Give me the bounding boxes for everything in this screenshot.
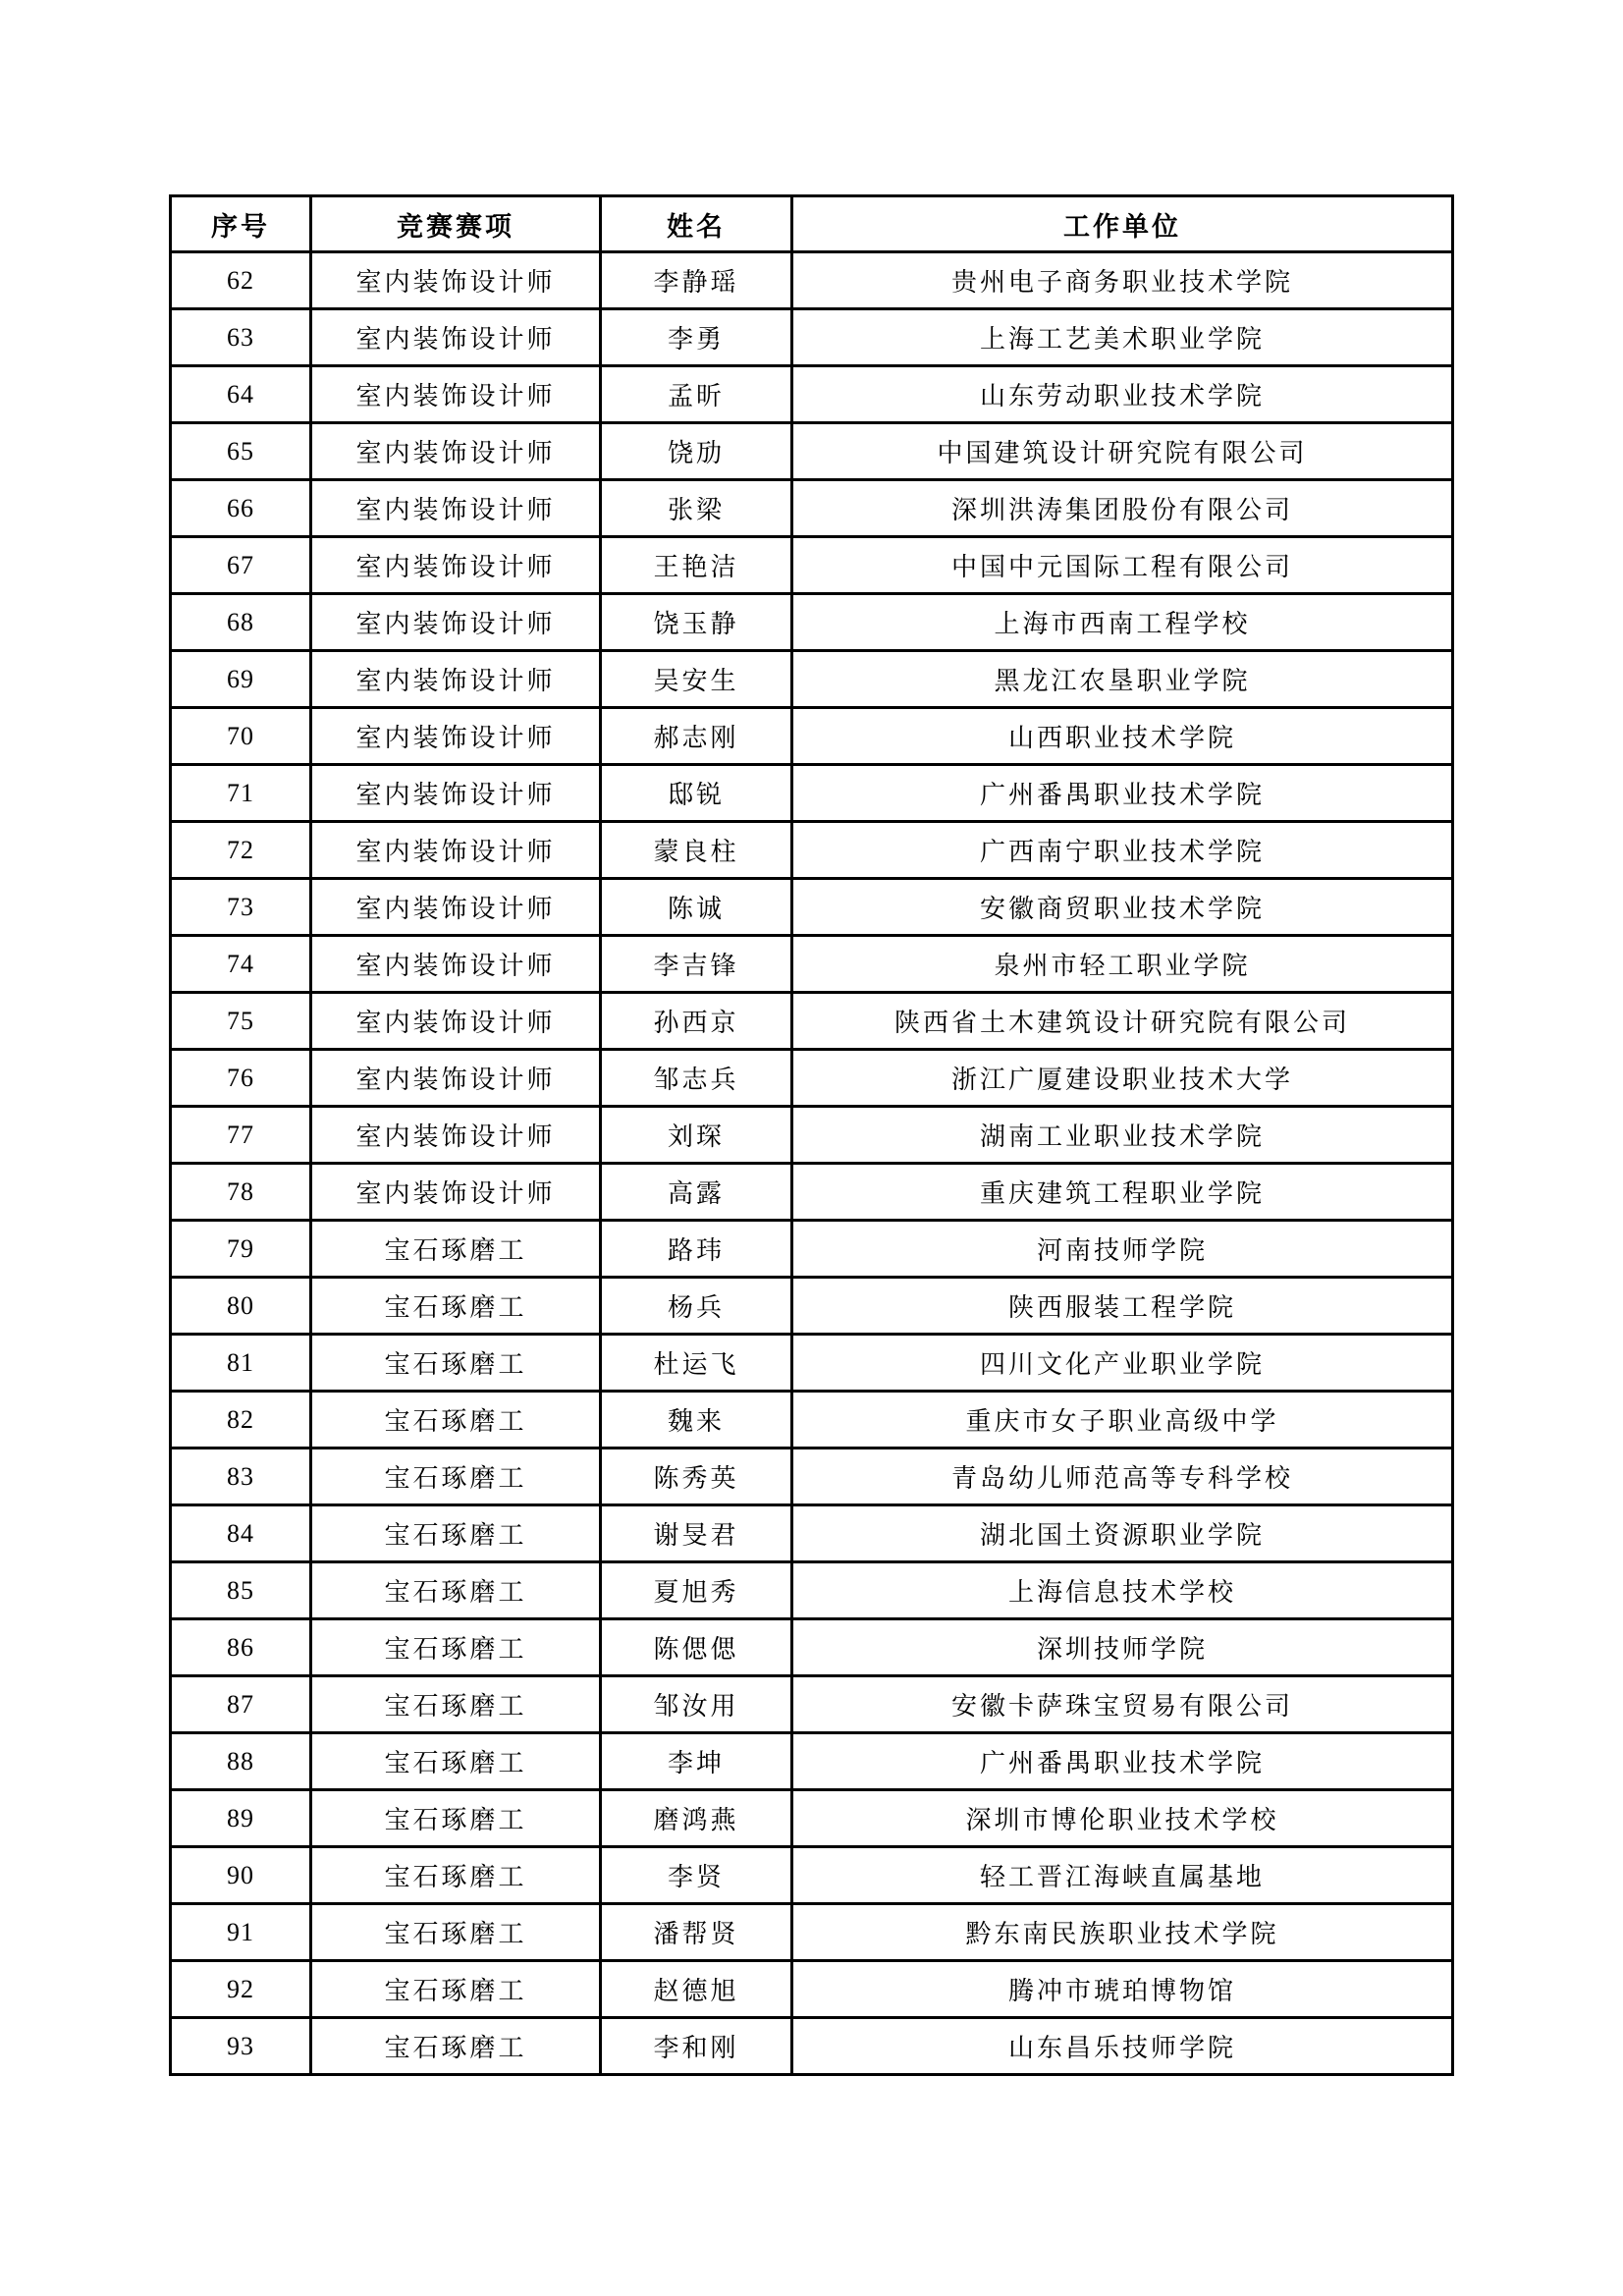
- cell-event: 室内装饰设计师: [311, 936, 601, 993]
- table-row: [171, 879, 1453, 936]
- cell-event: 室内装饰设计师: [311, 1050, 601, 1107]
- cell-name: 杜运飞: [601, 1335, 792, 1392]
- cell-unit: 陕西服装工程学院: [792, 1278, 1453, 1335]
- table-row: [171, 1790, 1453, 1847]
- table-row: [171, 765, 1453, 822]
- cell-no: 92: [171, 1961, 311, 2018]
- cell-unit: 湖北国土资源职业学院: [792, 1505, 1453, 1562]
- cell-event: 室内装饰设计师: [311, 423, 601, 480]
- cell-no: 70: [171, 708, 311, 765]
- cell-unit: 深圳技师学院: [792, 1619, 1453, 1676]
- column-header-name: 姓名: [601, 196, 792, 252]
- cell-no: 73: [171, 879, 311, 936]
- cell-event: 宝石琢磨工: [311, 1790, 601, 1847]
- cell-unit: 山西职业技术学院: [792, 708, 1453, 765]
- table-row: [171, 1619, 1453, 1676]
- cell-name: 魏来: [601, 1392, 792, 1449]
- cell-name: 李静瑶: [601, 252, 792, 309]
- cell-name: 邹汝用: [601, 1676, 792, 1733]
- cell-event: 室内装饰设计师: [311, 765, 601, 822]
- cell-name: 李勇: [601, 309, 792, 366]
- cell-no: 84: [171, 1505, 311, 1562]
- cell-no: 85: [171, 1562, 311, 1619]
- cell-unit: 上海工艺美术职业学院: [792, 309, 1453, 366]
- table-row: [171, 309, 1453, 366]
- cell-event: 室内装饰设计师: [311, 480, 601, 537]
- cell-name: 李贤: [601, 1847, 792, 1904]
- table-header-row: [171, 196, 1453, 252]
- column-header-event: 竞赛赛项: [311, 196, 601, 252]
- table-row: [171, 993, 1453, 1050]
- cell-unit: 安徽商贸职业技术学院: [792, 879, 1453, 936]
- cell-unit: 重庆建筑工程职业学院: [792, 1164, 1453, 1221]
- table-row: [171, 423, 1453, 480]
- competition-roster-table: [169, 194, 1454, 2076]
- cell-event: 室内装饰设计师: [311, 1107, 601, 1164]
- cell-no: 72: [171, 822, 311, 879]
- cell-name: 路玮: [601, 1221, 792, 1278]
- cell-name: 张梁: [601, 480, 792, 537]
- cell-event: 室内装饰设计师: [311, 993, 601, 1050]
- table-body: [171, 252, 1453, 2075]
- table-row: [171, 1392, 1453, 1449]
- cell-unit: 重庆市女子职业高级中学: [792, 1392, 1453, 1449]
- table-row: [171, 1676, 1453, 1733]
- table-row: [171, 1050, 1453, 1107]
- cell-no: 89: [171, 1790, 311, 1847]
- cell-event: 宝石琢磨工: [311, 1847, 601, 1904]
- cell-name: 刘琛: [601, 1107, 792, 1164]
- cell-no: 63: [171, 309, 311, 366]
- cell-unit: 深圳洪涛集团股份有限公司: [792, 480, 1453, 537]
- table-row: [171, 1961, 1453, 2018]
- cell-name: 王艳洁: [601, 537, 792, 594]
- cell-unit: 黔东南民族职业技术学院: [792, 1904, 1453, 1961]
- cell-event: 室内装饰设计师: [311, 879, 601, 936]
- cell-event: 室内装饰设计师: [311, 366, 601, 423]
- table-row: [171, 651, 1453, 708]
- column-header-unit: 工作单位: [792, 196, 1453, 252]
- cell-name: 蒙良柱: [601, 822, 792, 879]
- cell-event: 宝石琢磨工: [311, 1904, 601, 1961]
- cell-unit: 广州番禺职业技术学院: [792, 1733, 1453, 1790]
- cell-unit: 广西南宁职业技术学院: [792, 822, 1453, 879]
- cell-name: 郝志刚: [601, 708, 792, 765]
- cell-unit: 中国建筑设计研究院有限公司: [792, 423, 1453, 480]
- cell-unit: 上海信息技术学校: [792, 1562, 1453, 1619]
- table-row: [171, 1505, 1453, 1562]
- cell-no: 74: [171, 936, 311, 993]
- table-row: [171, 1335, 1453, 1392]
- cell-name: 赵德旭: [601, 1961, 792, 2018]
- cell-event: 室内装饰设计师: [311, 594, 601, 651]
- cell-no: 86: [171, 1619, 311, 1676]
- cell-no: 93: [171, 2018, 311, 2075]
- cell-no: 76: [171, 1050, 311, 1107]
- cell-name: 邹志兵: [601, 1050, 792, 1107]
- table-row: [171, 708, 1453, 765]
- table-row: [171, 480, 1453, 537]
- table-row: [171, 1107, 1453, 1164]
- cell-no: 88: [171, 1733, 311, 1790]
- cell-no: 79: [171, 1221, 311, 1278]
- cell-event: 室内装饰设计师: [311, 822, 601, 879]
- cell-no: 81: [171, 1335, 311, 1392]
- cell-unit: 腾冲市琥珀博物馆: [792, 1961, 1453, 2018]
- cell-event: 室内装饰设计师: [311, 309, 601, 366]
- table-row: [171, 822, 1453, 879]
- cell-no: 91: [171, 1904, 311, 1961]
- cell-no: 82: [171, 1392, 311, 1449]
- cell-event: 宝石琢磨工: [311, 1221, 601, 1278]
- cell-no: 83: [171, 1449, 311, 1505]
- cell-name: 谢旻君: [601, 1505, 792, 1562]
- cell-unit: 黑龙江农垦职业学院: [792, 651, 1453, 708]
- cell-name: 高露: [601, 1164, 792, 1221]
- cell-event: 宝石琢磨工: [311, 1449, 601, 1505]
- cell-event: 室内装饰设计师: [311, 708, 601, 765]
- table-row: [171, 1733, 1453, 1790]
- cell-name: 李吉锋: [601, 936, 792, 993]
- table-row: [171, 594, 1453, 651]
- cell-no: 78: [171, 1164, 311, 1221]
- table-row: [171, 936, 1453, 993]
- cell-name: 夏旭秀: [601, 1562, 792, 1619]
- cell-name: 陈偲偲: [601, 1619, 792, 1676]
- cell-unit: 轻工晋江海峡直属基地: [792, 1847, 1453, 1904]
- cell-no: 77: [171, 1107, 311, 1164]
- cell-unit: 湖南工业职业技术学院: [792, 1107, 1453, 1164]
- cell-event: 宝石琢磨工: [311, 1335, 601, 1392]
- cell-unit: 广州番禺职业技术学院: [792, 765, 1453, 822]
- cell-unit: 河南技师学院: [792, 1221, 1453, 1278]
- cell-unit: 上海市西南工程学校: [792, 594, 1453, 651]
- column-header-no: 序号: [171, 196, 311, 252]
- cell-no: 75: [171, 993, 311, 1050]
- cell-name: 李和刚: [601, 2018, 792, 2075]
- cell-name: 陈秀英: [601, 1449, 792, 1505]
- cell-event: 宝石琢磨工: [311, 1505, 601, 1562]
- table-row: [171, 537, 1453, 594]
- cell-no: 65: [171, 423, 311, 480]
- cell-no: 80: [171, 1278, 311, 1335]
- cell-unit: 贵州电子商务职业技术学院: [792, 252, 1453, 309]
- cell-unit: 泉州市轻工职业学院: [792, 936, 1453, 993]
- cell-name: 陈诚: [601, 879, 792, 936]
- table-row: [171, 1221, 1453, 1278]
- cell-unit: 浙江广厦建设职业技术大学: [792, 1050, 1453, 1107]
- cell-name: 孙西京: [601, 993, 792, 1050]
- table-row: [171, 252, 1453, 309]
- cell-event: 宝石琢磨工: [311, 2018, 601, 2075]
- cell-unit: 青岛幼儿师范高等专科学校: [792, 1449, 1453, 1505]
- cell-unit: 中国中元国际工程有限公司: [792, 537, 1453, 594]
- cell-no: 64: [171, 366, 311, 423]
- table-row: [171, 1164, 1453, 1221]
- cell-unit: 四川文化产业职业学院: [792, 1335, 1453, 1392]
- cell-name: 饶玉静: [601, 594, 792, 651]
- cell-no: 71: [171, 765, 311, 822]
- table-row: [171, 366, 1453, 423]
- cell-name: 磨鸿燕: [601, 1790, 792, 1847]
- cell-name: 潘帮贤: [601, 1904, 792, 1961]
- cell-unit: 陕西省土木建筑设计研究院有限公司: [792, 993, 1453, 1050]
- cell-name: 邸锐: [601, 765, 792, 822]
- table-row: [171, 1847, 1453, 1904]
- cell-unit: 深圳市博伦职业技术学校: [792, 1790, 1453, 1847]
- cell-no: 62: [171, 252, 311, 309]
- cell-no: 67: [171, 537, 311, 594]
- cell-name: 孟昕: [601, 366, 792, 423]
- cell-unit: 山东劳动职业技术学院: [792, 366, 1453, 423]
- cell-name: 李坤: [601, 1733, 792, 1790]
- cell-name: 杨兵: [601, 1278, 792, 1335]
- table-row: [171, 1449, 1453, 1505]
- cell-event: 室内装饰设计师: [311, 252, 601, 309]
- cell-no: 90: [171, 1847, 311, 1904]
- cell-event: 宝石琢磨工: [311, 1676, 601, 1733]
- cell-no: 68: [171, 594, 311, 651]
- cell-event: 宝石琢磨工: [311, 1278, 601, 1335]
- cell-name: 吴安生: [601, 651, 792, 708]
- cell-event: 室内装饰设计师: [311, 537, 601, 594]
- cell-event: 宝石琢磨工: [311, 1562, 601, 1619]
- cell-unit: 安徽卡萨珠宝贸易有限公司: [792, 1676, 1453, 1733]
- cell-name: 饶劢: [601, 423, 792, 480]
- table-row: [171, 1904, 1453, 1961]
- cell-event: 宝石琢磨工: [311, 1619, 601, 1676]
- cell-no: 69: [171, 651, 311, 708]
- cell-event: 室内装饰设计师: [311, 1164, 601, 1221]
- cell-event: 宝石琢磨工: [311, 1733, 601, 1790]
- cell-event: 室内装饰设计师: [311, 651, 601, 708]
- cell-unit: 山东昌乐技师学院: [792, 2018, 1453, 2075]
- cell-no: 66: [171, 480, 311, 537]
- cell-event: 宝石琢磨工: [311, 1961, 601, 2018]
- cell-no: 87: [171, 1676, 311, 1733]
- cell-event: 宝石琢磨工: [311, 1392, 601, 1449]
- table-row: [171, 1278, 1453, 1335]
- table-row: [171, 1562, 1453, 1619]
- table-row: [171, 2018, 1453, 2075]
